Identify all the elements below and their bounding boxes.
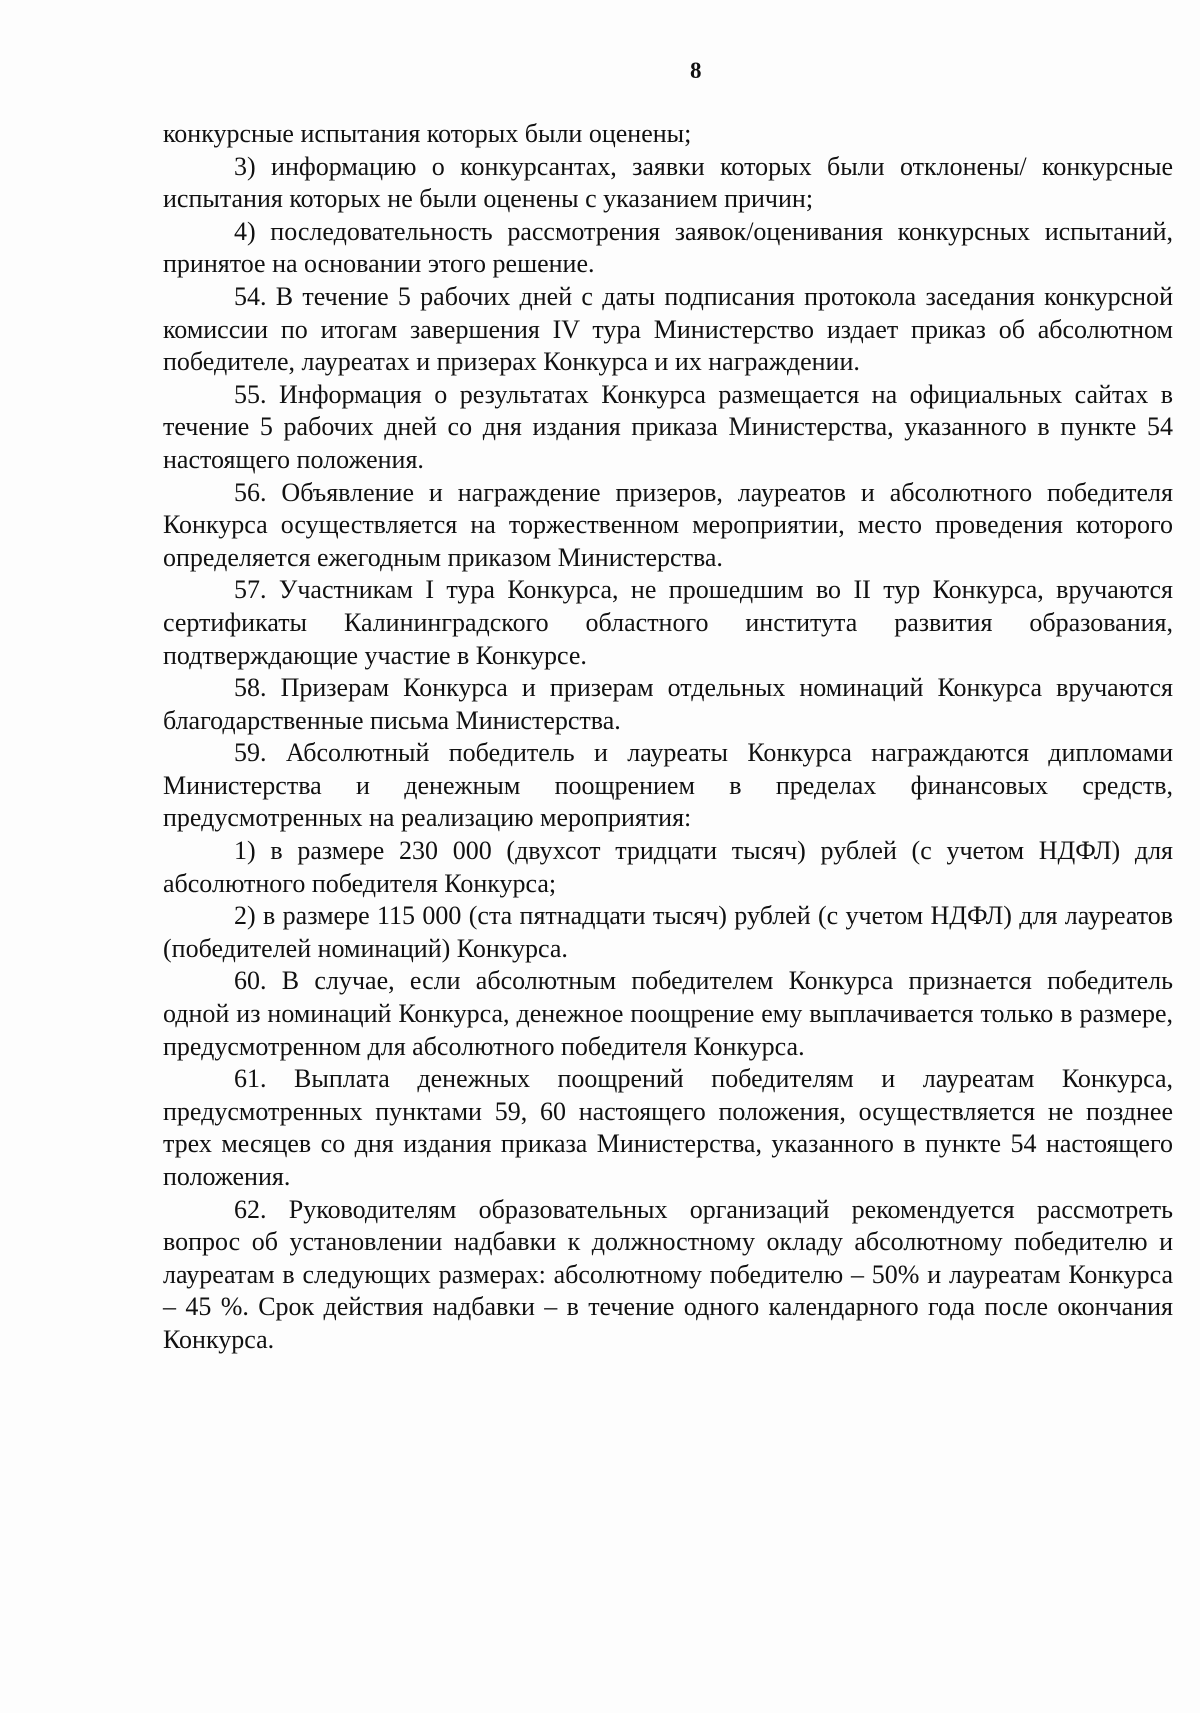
paragraph-59: 59. Абсолютный победитель и лауреаты Конкурса награждаются дипломами Министерства и денежным поощрением в пределах финансовых средств, предусмотренных на реализацию мероприятия:: [163, 738, 1173, 833]
page-number: 8: [690, 58, 702, 83]
paragraph-58: 58. Призерам Конкурса и призерам отдельных номинаций Конкурса вручаются благодарственные письма Министерства.: [163, 673, 1173, 735]
paragraph-59-item-1: 1) в размере 230 000 (двухсот тридцати тысяч) рублей (с учетом НДФЛ) для абсолютного победителя Конкурса;: [163, 836, 1173, 898]
paragraph-57: 57. Участникам I тура Конкурса, не прошедшим во II тур Конкурса, вручаются сертификаты Калининградского областного института развития образования, подтверждающие участие в Конкурсе.: [163, 575, 1173, 670]
paragraph-61: 61. Выплата денежных поощрений победителям и лауреатам Конкурса, предусмотренных пунктами 59, 60 настоящего положения, осуществляется не позднее трех месяцев со дня издания приказа Министерства, указанного в пункте 54 настоящего положения.: [163, 1064, 1173, 1191]
paragraph-55: 55. Информация о результатах Конкурса размещается на официальных сайтах в течение 5 рабочих дней со дня издания приказа Министерства, указанного в пункте 54 настоящего положения.: [163, 379, 1173, 474]
paragraph-item-2-continuation: конкурсные испытания которых были оценены;: [163, 119, 692, 148]
paragraph-item-4: 4) последовательность рассмотрения заявок/оценивания конкурсных испытаний, принятое на основании этого решение.: [163, 216, 1173, 279]
paragraph-56: 56. Объявление и награждение призеров, лауреатов и абсолютного победителя Конкурса осуществляется на торжественном мероприятии, место проведения которого определяется ежегодным приказом Министерства.: [163, 477, 1173, 572]
paragraph-62: 62. Руководителям образовательных организаций рекомендуется рассмотреть вопрос об установлении надбавки к должностному окладу абсолютному победителю и лауреатам в следующих размерах: абсолютному победителю – 50% и лауреатам Конкурса – 45 %. Срок действия надбавки – в течение одного календарного года после окончания Конкурса.: [163, 1194, 1173, 1354]
paragraph-item-3: 3) информацию о конкурсантах, заявки которых были отклонены/ конкурсные испытания которых не были оценены с указанием причин;: [163, 151, 1173, 214]
paragraph-59-item-2: 2) в размере 115 000 (ста пятнадцати тысяч) рублей (с учетом НДФЛ) для лауреатов (победителей номинаций) Конкурса.: [163, 901, 1173, 963]
paragraph-60: 60. В случае, если абсолютным победителем Конкурса признается победитель одной из номинаций Конкурса, денежное поощрение ему выплачивается только в размере, предусмотренном для абсолютного победителя Конкурса.: [163, 966, 1173, 1061]
document-body: [163, 118, 1173, 1357]
paragraph-54: 54. В течение 5 рабочих дней с даты подписания протокола заседания конкурсной комиссии по итогам завершения IV тура Министерство издает приказ об абсолютном победителе, лауреатах и призерах Конкурса и их награждении.: [163, 281, 1173, 377]
